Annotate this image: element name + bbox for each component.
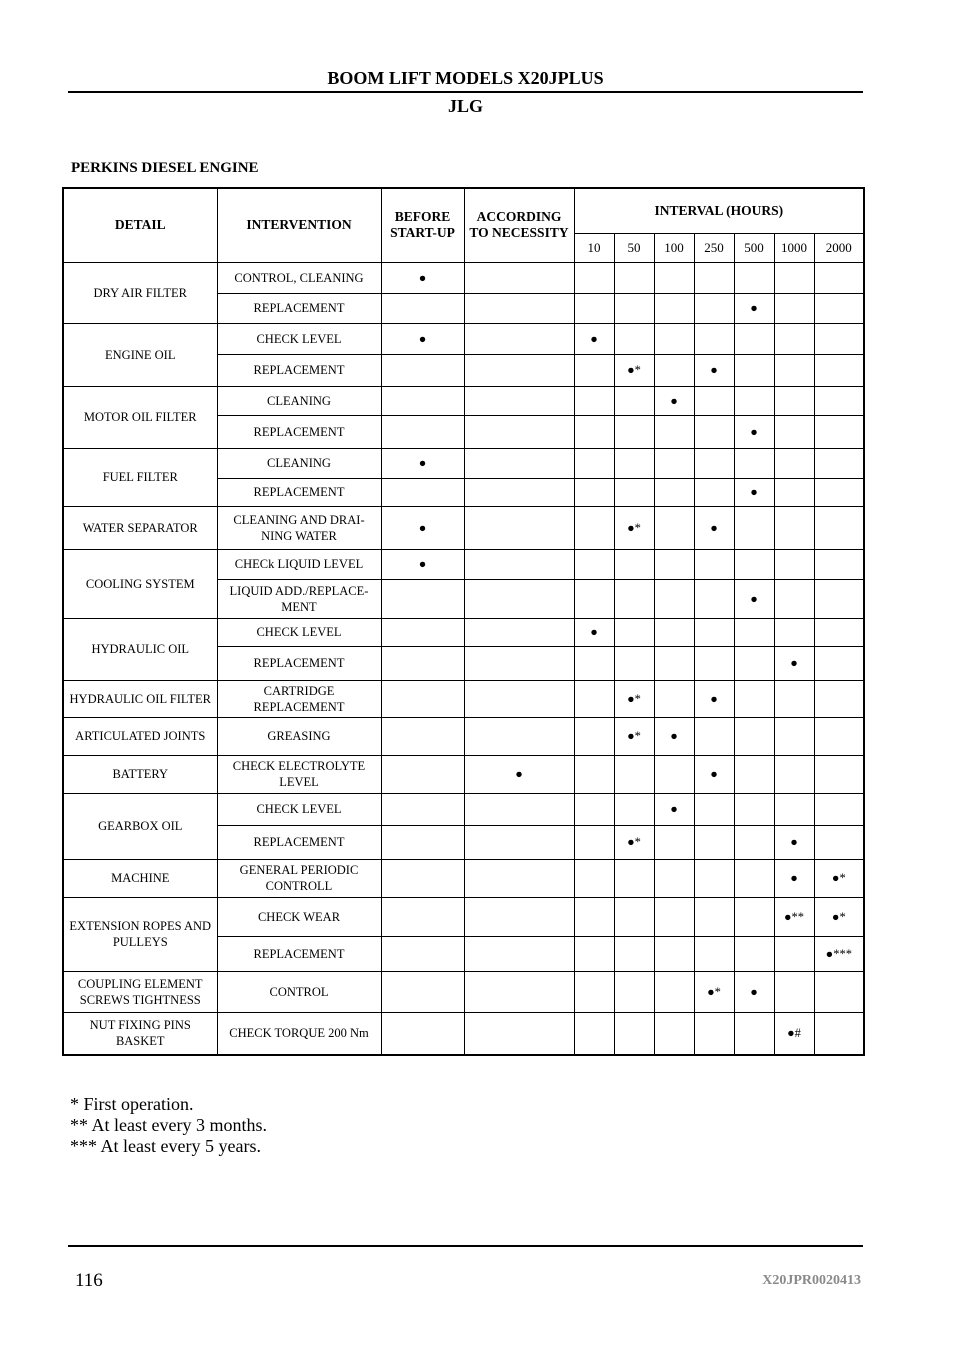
mark-cell-before-start-up (381, 478, 464, 506)
mark-cell-hours-100: ● (654, 386, 694, 415)
mark-cell-hours-250 (694, 936, 734, 971)
mark-cell-before-start-up (381, 859, 464, 897)
mark-cell-hours-10 (574, 1012, 614, 1055)
footer-rule (68, 1245, 863, 1247)
intervention-cell: REPLACEMENT (217, 354, 381, 386)
intervention-cell: GREASING (217, 717, 381, 755)
intervention-cell: CLEANING (217, 448, 381, 478)
header-rule (68, 91, 863, 93)
mark-cell-according-to-necessity (464, 323, 574, 354)
mark-cell-hours-1000 (774, 755, 814, 793)
mark-cell-hours-2000 (814, 549, 864, 579)
footnote: * First operation. (70, 1094, 194, 1114)
header-hours-100: 100 (654, 233, 694, 262)
mark-cell-according-to-necessity (464, 717, 574, 755)
mark-cell-hours-50 (614, 1012, 654, 1055)
mark-cell-hours-1000 (774, 579, 814, 618)
mark-cell-hours-10 (574, 478, 614, 506)
mark-cell-before-start-up (381, 354, 464, 386)
mark-cell-hours-500 (734, 717, 774, 755)
intervention-cell: REPLACEMENT (217, 936, 381, 971)
header-hours-50: 50 (614, 233, 654, 262)
mark-cell-hours-500 (734, 386, 774, 415)
mark-cell-hours-1000 (774, 478, 814, 506)
mark-cell-hours-500 (734, 354, 774, 386)
mark-cell-hours-50 (614, 579, 654, 618)
mark-cell-hours-2000: ●*** (814, 936, 864, 971)
mark-cell-hours-50 (614, 618, 654, 646)
mark-cell-hours-100: ● (654, 793, 694, 825)
mark-cell-hours-1000 (774, 971, 814, 1012)
mark-cell-hours-2000 (814, 825, 864, 859)
detail-cell: NUT FIXING PINS BASKET (63, 1012, 217, 1055)
detail-cell: GEARBOX OIL (63, 793, 217, 859)
mark-cell-hours-50 (614, 262, 654, 293)
mark-cell-hours-250 (694, 618, 734, 646)
mark-cell-hours-500 (734, 448, 774, 478)
mark-cell-hours-500 (734, 936, 774, 971)
mark-cell-hours-10 (574, 262, 614, 293)
mark-cell-hours-500 (734, 323, 774, 354)
mark-cell-hours-50: ●* (614, 354, 654, 386)
mark-cell-hours-250 (694, 717, 734, 755)
mark-cell-before-start-up (381, 618, 464, 646)
mark-cell-hours-10: ● (574, 323, 614, 354)
mark-cell-hours-50 (614, 971, 654, 1012)
mark-cell-according-to-necessity (464, 262, 574, 293)
mark-cell-hours-50 (614, 936, 654, 971)
mark-cell-hours-1000 (774, 262, 814, 293)
mark-cell-hours-250 (694, 897, 734, 936)
mark-cell-hours-10 (574, 415, 614, 448)
table-row (63, 549, 864, 579)
mark-cell-hours-2000 (814, 386, 864, 415)
mark-cell-hours-10 (574, 579, 614, 618)
mark-cell-hours-10 (574, 897, 614, 936)
mark-cell-according-to-necessity (464, 549, 574, 579)
mark-cell-according-to-necessity (464, 354, 574, 386)
table-row (63, 386, 864, 415)
intervention-cell: CLEANING (217, 386, 381, 415)
mark-cell-hours-1000 (774, 448, 814, 478)
mark-cell-hours-250: ● (694, 755, 734, 793)
mark-cell-before-start-up (381, 793, 464, 825)
detail-cell: ENGINE OIL (63, 323, 217, 386)
mark-cell-hours-2000 (814, 793, 864, 825)
detail-cell: MOTOR OIL FILTER (63, 386, 217, 448)
header-hours-1000: 1000 (774, 233, 814, 262)
mark-cell-hours-2000 (814, 717, 864, 755)
mark-cell-hours-500: ● (734, 579, 774, 618)
table-row (63, 717, 864, 755)
mark-cell-hours-500 (734, 646, 774, 680)
mark-cell-before-start-up: ● (381, 506, 464, 549)
mark-cell-before-start-up (381, 755, 464, 793)
mark-cell-before-start-up (381, 386, 464, 415)
mark-cell-hours-50 (614, 793, 654, 825)
mark-cell-hours-100 (654, 579, 694, 618)
mark-cell-hours-10 (574, 293, 614, 323)
intervention-cell: CARTRIDGE REPLACEMENT (217, 680, 381, 717)
mark-cell-hours-100 (654, 415, 694, 448)
mark-cell-hours-250 (694, 549, 734, 579)
mark-cell-hours-10 (574, 354, 614, 386)
mark-cell-hours-250 (694, 793, 734, 825)
mark-cell-before-start-up (381, 579, 464, 618)
header-hours-500: 500 (734, 233, 774, 262)
mark-cell-hours-500 (734, 506, 774, 549)
mark-cell-hours-1000 (774, 717, 814, 755)
mark-cell-hours-50: ●* (614, 717, 654, 755)
intervention-cell: REPLACEMENT (217, 293, 381, 323)
mark-cell-hours-250 (694, 415, 734, 448)
mark-cell-hours-250 (694, 579, 734, 618)
intervention-cell: CHECk LIQUID LEVEL (217, 549, 381, 579)
table-row (63, 1012, 864, 1055)
detail-cell: EXTENSION ROPES AND PULLEYS (63, 897, 217, 971)
table-row (63, 971, 864, 1012)
mark-cell-hours-500 (734, 859, 774, 897)
mark-cell-hours-50 (614, 448, 654, 478)
table-row (63, 755, 864, 793)
mark-cell-hours-50 (614, 386, 654, 415)
mark-cell-hours-500: ● (734, 293, 774, 323)
mark-cell-hours-50 (614, 323, 654, 354)
mark-cell-hours-2000 (814, 646, 864, 680)
header-before-start-up: BEFORE START-UP (381, 188, 464, 262)
footnote: ** At least every 3 months. (70, 1115, 267, 1135)
mark-cell-hours-1000 (774, 793, 814, 825)
document-title: BOOM LIFT MODELS X20JPLUS (327, 68, 604, 88)
mark-cell-before-start-up (381, 717, 464, 755)
detail-cell: COOLING SYSTEM (63, 549, 217, 618)
mark-cell-hours-50: ●* (614, 680, 654, 717)
mark-cell-hours-100 (654, 971, 694, 1012)
footnote: *** At least every 5 years. (70, 1136, 261, 1156)
table-row (63, 680, 864, 717)
mark-cell-hours-10 (574, 549, 614, 579)
mark-cell-according-to-necessity (464, 897, 574, 936)
intervention-cell: REPLACEMENT (217, 825, 381, 859)
intervention-cell: REPLACEMENT (217, 415, 381, 448)
mark-cell-hours-500: ● (734, 415, 774, 448)
mark-cell-hours-1000: ●** (774, 897, 814, 936)
mark-cell-according-to-necessity (464, 448, 574, 478)
mark-cell-hours-2000 (814, 415, 864, 448)
mark-cell-hours-2000 (814, 323, 864, 354)
mark-cell-hours-250: ● (694, 354, 734, 386)
mark-cell-hours-50 (614, 478, 654, 506)
mark-cell-hours-100 (654, 1012, 694, 1055)
mark-cell-according-to-necessity (464, 579, 574, 618)
mark-cell-before-start-up: ● (381, 323, 464, 354)
mark-cell-according-to-necessity (464, 646, 574, 680)
intervention-cell: REPLACEMENT (217, 478, 381, 506)
mark-cell-hours-500: ● (734, 478, 774, 506)
intervention-cell: CHECK LEVEL (217, 618, 381, 646)
mark-cell-hours-1000: ● (774, 825, 814, 859)
mark-cell-before-start-up (381, 415, 464, 448)
mark-cell-before-start-up: ● (381, 262, 464, 293)
header-detail: DETAIL (63, 188, 217, 262)
mark-cell-according-to-necessity (464, 680, 574, 717)
mark-cell-hours-1000 (774, 549, 814, 579)
mark-cell-hours-250 (694, 859, 734, 897)
mark-cell-hours-100 (654, 549, 694, 579)
mark-cell-hours-100 (654, 293, 694, 323)
mark-cell-according-to-necessity: ● (464, 755, 574, 793)
mark-cell-according-to-necessity (464, 415, 574, 448)
intervention-cell: CLEANING AND DRAI-NING WATER (217, 506, 381, 549)
mark-cell-hours-50: ●* (614, 506, 654, 549)
table-row (63, 897, 864, 936)
table-row (63, 859, 864, 897)
table-row (63, 323, 864, 354)
brand-name: JLG (447, 96, 483, 116)
mark-cell-hours-2000 (814, 971, 864, 1012)
mark-cell-before-start-up (381, 825, 464, 859)
mark-cell-hours-10 (574, 646, 614, 680)
mark-cell-hours-100 (654, 897, 694, 936)
mark-cell-hours-100 (654, 478, 694, 506)
mark-cell-before-start-up (381, 293, 464, 323)
mark-cell-before-start-up: ● (381, 549, 464, 579)
mark-cell-hours-10 (574, 448, 614, 478)
mark-cell-before-start-up (381, 1012, 464, 1055)
mark-cell-hours-250: ●* (694, 971, 734, 1012)
intervention-cell: CHECK WEAR (217, 897, 381, 936)
mark-cell-hours-50: ●* (614, 825, 654, 859)
intervention-cell: CONTROL, CLEANING (217, 262, 381, 293)
mark-cell-hours-10 (574, 717, 614, 755)
mark-cell-before-start-up (381, 646, 464, 680)
mark-cell-hours-50 (614, 415, 654, 448)
mark-cell-hours-1000: ● (774, 859, 814, 897)
mark-cell-hours-500 (734, 549, 774, 579)
mark-cell-hours-1000: ● (774, 646, 814, 680)
mark-cell-hours-250 (694, 386, 734, 415)
mark-cell-according-to-necessity (464, 825, 574, 859)
intervention-cell: GENERAL PERIODIC CONTROLL (217, 859, 381, 897)
mark-cell-hours-2000 (814, 478, 864, 506)
mark-cell-hours-100 (654, 859, 694, 897)
mark-cell-according-to-necessity (464, 506, 574, 549)
mark-cell-hours-500 (734, 793, 774, 825)
mark-cell-according-to-necessity (464, 293, 574, 323)
intervention-cell: CHECK TORQUE 200 Nm (217, 1012, 381, 1055)
mark-cell-hours-250 (694, 293, 734, 323)
mark-cell-hours-10 (574, 859, 614, 897)
mark-cell-hours-500 (734, 618, 774, 646)
header-according-to-necessity: ACCORDING TO NECESSITY (464, 188, 574, 262)
mark-cell-hours-10 (574, 971, 614, 1012)
mark-cell-hours-2000 (814, 293, 864, 323)
mark-cell-hours-500 (734, 262, 774, 293)
mark-cell-hours-10 (574, 825, 614, 859)
mark-cell-hours-500: ● (734, 971, 774, 1012)
mark-cell-hours-500 (734, 825, 774, 859)
mark-cell-hours-250 (694, 646, 734, 680)
mark-cell-hours-10 (574, 755, 614, 793)
mark-cell-according-to-necessity (464, 1012, 574, 1055)
table-row (63, 793, 864, 825)
mark-cell-hours-10 (574, 793, 614, 825)
mark-cell-hours-1000 (774, 323, 814, 354)
mark-cell-hours-1000 (774, 415, 814, 448)
mark-cell-according-to-necessity (464, 859, 574, 897)
mark-cell-hours-1000: ●# (774, 1012, 814, 1055)
detail-cell: BATTERY (63, 755, 217, 793)
mark-cell-hours-10 (574, 680, 614, 717)
mark-cell-hours-250 (694, 448, 734, 478)
maintenance-table (62, 187, 865, 1056)
mark-cell-before-start-up (381, 897, 464, 936)
footnotes (70, 1094, 267, 1157)
mark-cell-hours-1000 (774, 618, 814, 646)
intervention-cell: LIQUID ADD./REPLACE-MENT (217, 579, 381, 618)
mark-cell-hours-50 (614, 549, 654, 579)
header-intervention: INTERVENTION (217, 188, 381, 262)
mark-cell-hours-500 (734, 1012, 774, 1055)
mark-cell-hours-2000 (814, 354, 864, 386)
mark-cell-hours-250 (694, 262, 734, 293)
mark-cell-hours-250: ● (694, 506, 734, 549)
header-hours-10: 10 (574, 233, 614, 262)
mark-cell-hours-100 (654, 448, 694, 478)
mark-cell-hours-100 (654, 323, 694, 354)
mark-cell-hours-100 (654, 825, 694, 859)
mark-cell-before-start-up (381, 971, 464, 1012)
detail-cell: HYDRAULIC OIL FILTER (63, 680, 217, 717)
mark-cell-hours-1000 (774, 680, 814, 717)
mark-cell-hours-100 (654, 354, 694, 386)
mark-cell-hours-1000 (774, 354, 814, 386)
mark-cell-hours-50 (614, 646, 654, 680)
detail-cell: MACHINE (63, 859, 217, 897)
mark-cell-hours-100 (654, 936, 694, 971)
mark-cell-hours-1000 (774, 506, 814, 549)
mark-cell-hours-250 (694, 825, 734, 859)
mark-cell-hours-250 (694, 1012, 734, 1055)
mark-cell-hours-50 (614, 859, 654, 897)
page-number: 116 (75, 1270, 103, 1291)
detail-cell: HYDRAULIC OIL (63, 618, 217, 680)
mark-cell-hours-100 (654, 680, 694, 717)
mark-cell-hours-500 (734, 680, 774, 717)
table-row (63, 506, 864, 549)
header-hours-250: 250 (694, 233, 734, 262)
mark-cell-hours-2000 (814, 506, 864, 549)
mark-cell-hours-10: ● (574, 618, 614, 646)
mark-cell-hours-50 (614, 755, 654, 793)
mark-cell-before-start-up: ● (381, 448, 464, 478)
mark-cell-hours-250: ● (694, 680, 734, 717)
mark-cell-hours-100 (654, 506, 694, 549)
mark-cell-according-to-necessity (464, 478, 574, 506)
mark-cell-hours-50 (614, 293, 654, 323)
mark-cell-according-to-necessity (464, 793, 574, 825)
table-row (63, 262, 864, 293)
mark-cell-hours-2000: ●* (814, 897, 864, 936)
mark-cell-hours-100 (654, 618, 694, 646)
mark-cell-hours-250 (694, 478, 734, 506)
mark-cell-hours-250 (694, 323, 734, 354)
mark-cell-hours-1000 (774, 293, 814, 323)
mark-cell-hours-500 (734, 755, 774, 793)
mark-cell-according-to-necessity (464, 386, 574, 415)
mark-cell-according-to-necessity (464, 936, 574, 971)
mark-cell-hours-10 (574, 386, 614, 415)
detail-cell: FUEL FILTER (63, 448, 217, 506)
table-body (63, 262, 864, 1055)
mark-cell-hours-100 (654, 646, 694, 680)
mark-cell-before-start-up (381, 936, 464, 971)
mark-cell-hours-2000 (814, 680, 864, 717)
detail-cell: DRY AIR FILTER (63, 262, 217, 323)
intervention-cell: CHECK LEVEL (217, 793, 381, 825)
detail-cell: WATER SEPARATOR (63, 506, 217, 549)
mark-cell-hours-100 (654, 755, 694, 793)
mark-cell-hours-2000 (814, 1012, 864, 1055)
header-hours-2000: 2000 (814, 233, 864, 262)
intervention-cell: CHECK LEVEL (217, 323, 381, 354)
mark-cell-hours-100 (654, 262, 694, 293)
mark-cell-before-start-up (381, 680, 464, 717)
section-title: PERKINS DIESEL ENGINE (71, 160, 259, 176)
mark-cell-hours-10 (574, 506, 614, 549)
mark-cell-hours-2000 (814, 579, 864, 618)
header-interval-hours: INTERVAL (HOURS) (574, 188, 864, 233)
mark-cell-hours-2000 (814, 448, 864, 478)
table-row (63, 448, 864, 478)
detail-cell: ARTICULATED JOINTS (63, 717, 217, 755)
mark-cell-according-to-necessity (464, 618, 574, 646)
mark-cell-hours-1000 (774, 386, 814, 415)
intervention-cell: REPLACEMENT (217, 646, 381, 680)
mark-cell-hours-50 (614, 897, 654, 936)
intervention-cell: CHECK ELECTROLYTE LEVEL (217, 755, 381, 793)
detail-cell: COUPLING ELEMENT SCREWS TIGHTNESS (63, 971, 217, 1012)
mark-cell-hours-10 (574, 936, 614, 971)
mark-cell-hours-2000: ●* (814, 859, 864, 897)
mark-cell-according-to-necessity (464, 971, 574, 1012)
mark-cell-hours-500 (734, 897, 774, 936)
document-code: X20JPR0020413 (762, 1273, 861, 1288)
table-row (63, 618, 864, 646)
mark-cell-hours-1000 (774, 936, 814, 971)
mark-cell-hours-2000 (814, 262, 864, 293)
intervention-cell: CONTROL (217, 971, 381, 1012)
mark-cell-hours-100: ● (654, 717, 694, 755)
mark-cell-hours-2000 (814, 618, 864, 646)
mark-cell-hours-2000 (814, 755, 864, 793)
